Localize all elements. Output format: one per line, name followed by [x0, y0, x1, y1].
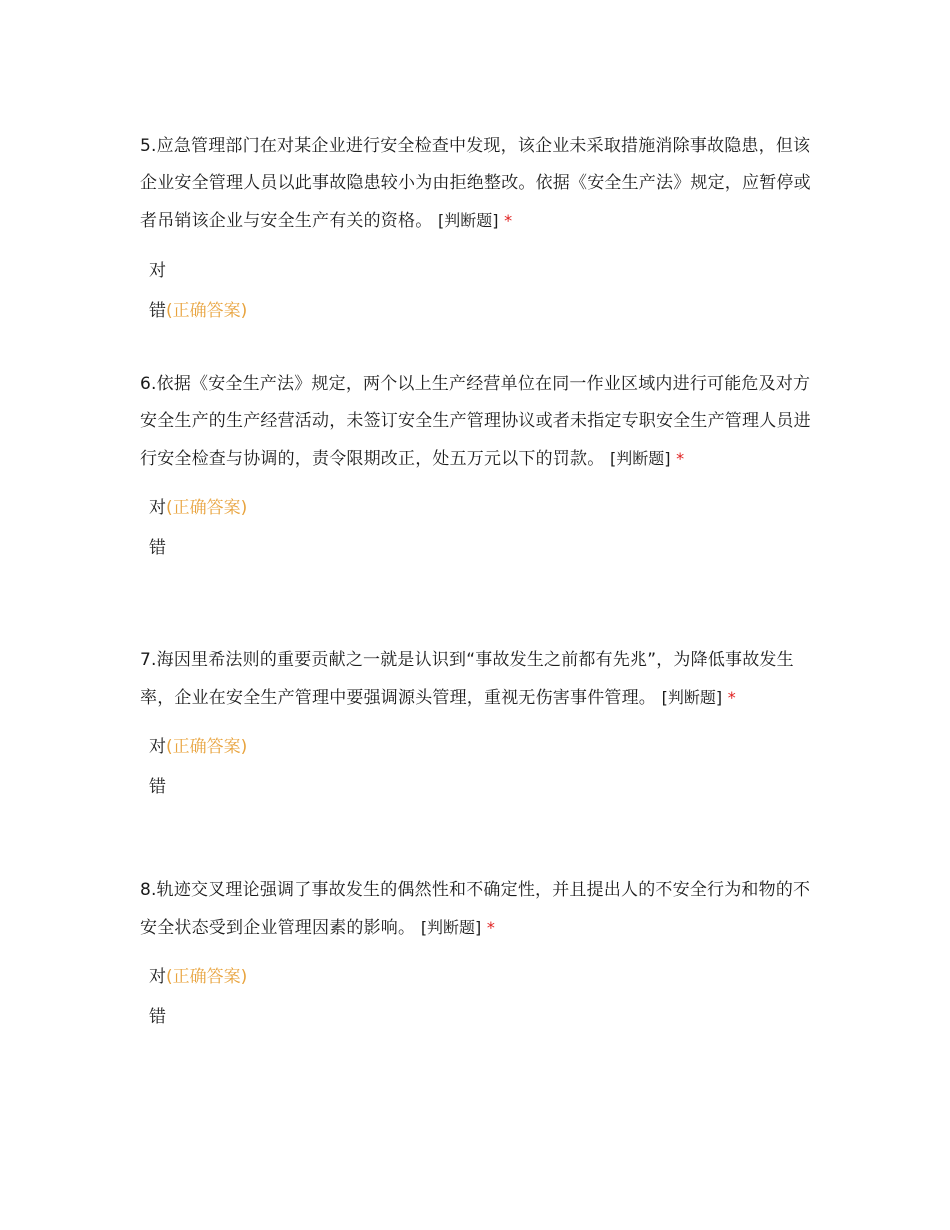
option-label: 对 [149, 498, 166, 518]
option-true[interactable] [149, 488, 812, 528]
correct-answer-mark: (正确答案) [166, 967, 248, 987]
question-stem: 6.依据《安全生产法》规定，两个以上生产经营单位在同一作业区域内进行可能危及对方安全生产的生产经营活动，未签订安全生产管理协议或者未指定专职安全生产管理人员进行安全检查与协调的，责令限期改正，处五万元以下的罚款。 [140, 374, 811, 469]
required-marker: * [676, 449, 685, 468]
question-stem: 7.海因里希法则的重要贡献之一就是认识到“事故发生之前都有先兆”，为降低事故发生率，企业在安全生产管理中要强调源头管理，重视无伤害事件管理。 [140, 650, 794, 708]
question-5 [140, 128, 812, 331]
option-label: 错 [149, 777, 166, 797]
question-type: [判断题] [661, 688, 723, 707]
question-type: [判断题] [420, 918, 482, 937]
question-stem: 8.轨迹交叉理论强调了事故发生的偶然性和不确定性，并且提出人的不安全行为和物的不安全状态受到企业管理因素的影响。 [140, 880, 811, 938]
option-label: 对 [149, 967, 166, 987]
question-type: [判断题] [610, 449, 671, 468]
option-true[interactable] [149, 957, 812, 997]
option-label: 错 [149, 301, 166, 321]
option-false[interactable] [149, 767, 812, 807]
option-true[interactable] [149, 727, 812, 767]
option-false[interactable] [149, 528, 812, 568]
option-false[interactable] [149, 291, 812, 331]
option-label: 对 [149, 261, 166, 281]
option-true[interactable] [149, 251, 812, 291]
question-text [140, 872, 812, 947]
required-marker: * [727, 688, 736, 707]
option-label: 对 [149, 737, 166, 757]
question-text [140, 128, 812, 240]
correct-answer-mark: (正确答案) [166, 498, 248, 518]
question-8 [140, 872, 812, 1037]
option-label: 错 [149, 538, 166, 558]
required-marker: * [504, 211, 513, 230]
question-stem: 5.应急管理部门在对某企业进行安全检查中发现，该企业未采取措施消除事故隐患，但该企业安全管理人员以此事故隐患较小为由拒绝整改。依据《安全生产法》规定，应暂停或者吊销该企业与安全生产有关的资格。 [140, 136, 811, 231]
question-text [140, 366, 812, 478]
correct-answer-mark: (正确答案) [166, 737, 248, 757]
option-false[interactable] [149, 997, 812, 1037]
question-6 [140, 366, 812, 568]
required-marker: * [486, 918, 496, 937]
question-text [140, 642, 812, 717]
correct-answer-mark: (正确答案) [166, 301, 248, 321]
option-label: 错 [149, 1007, 166, 1027]
question-type: [判断题] [438, 211, 499, 230]
question-7 [140, 642, 812, 807]
